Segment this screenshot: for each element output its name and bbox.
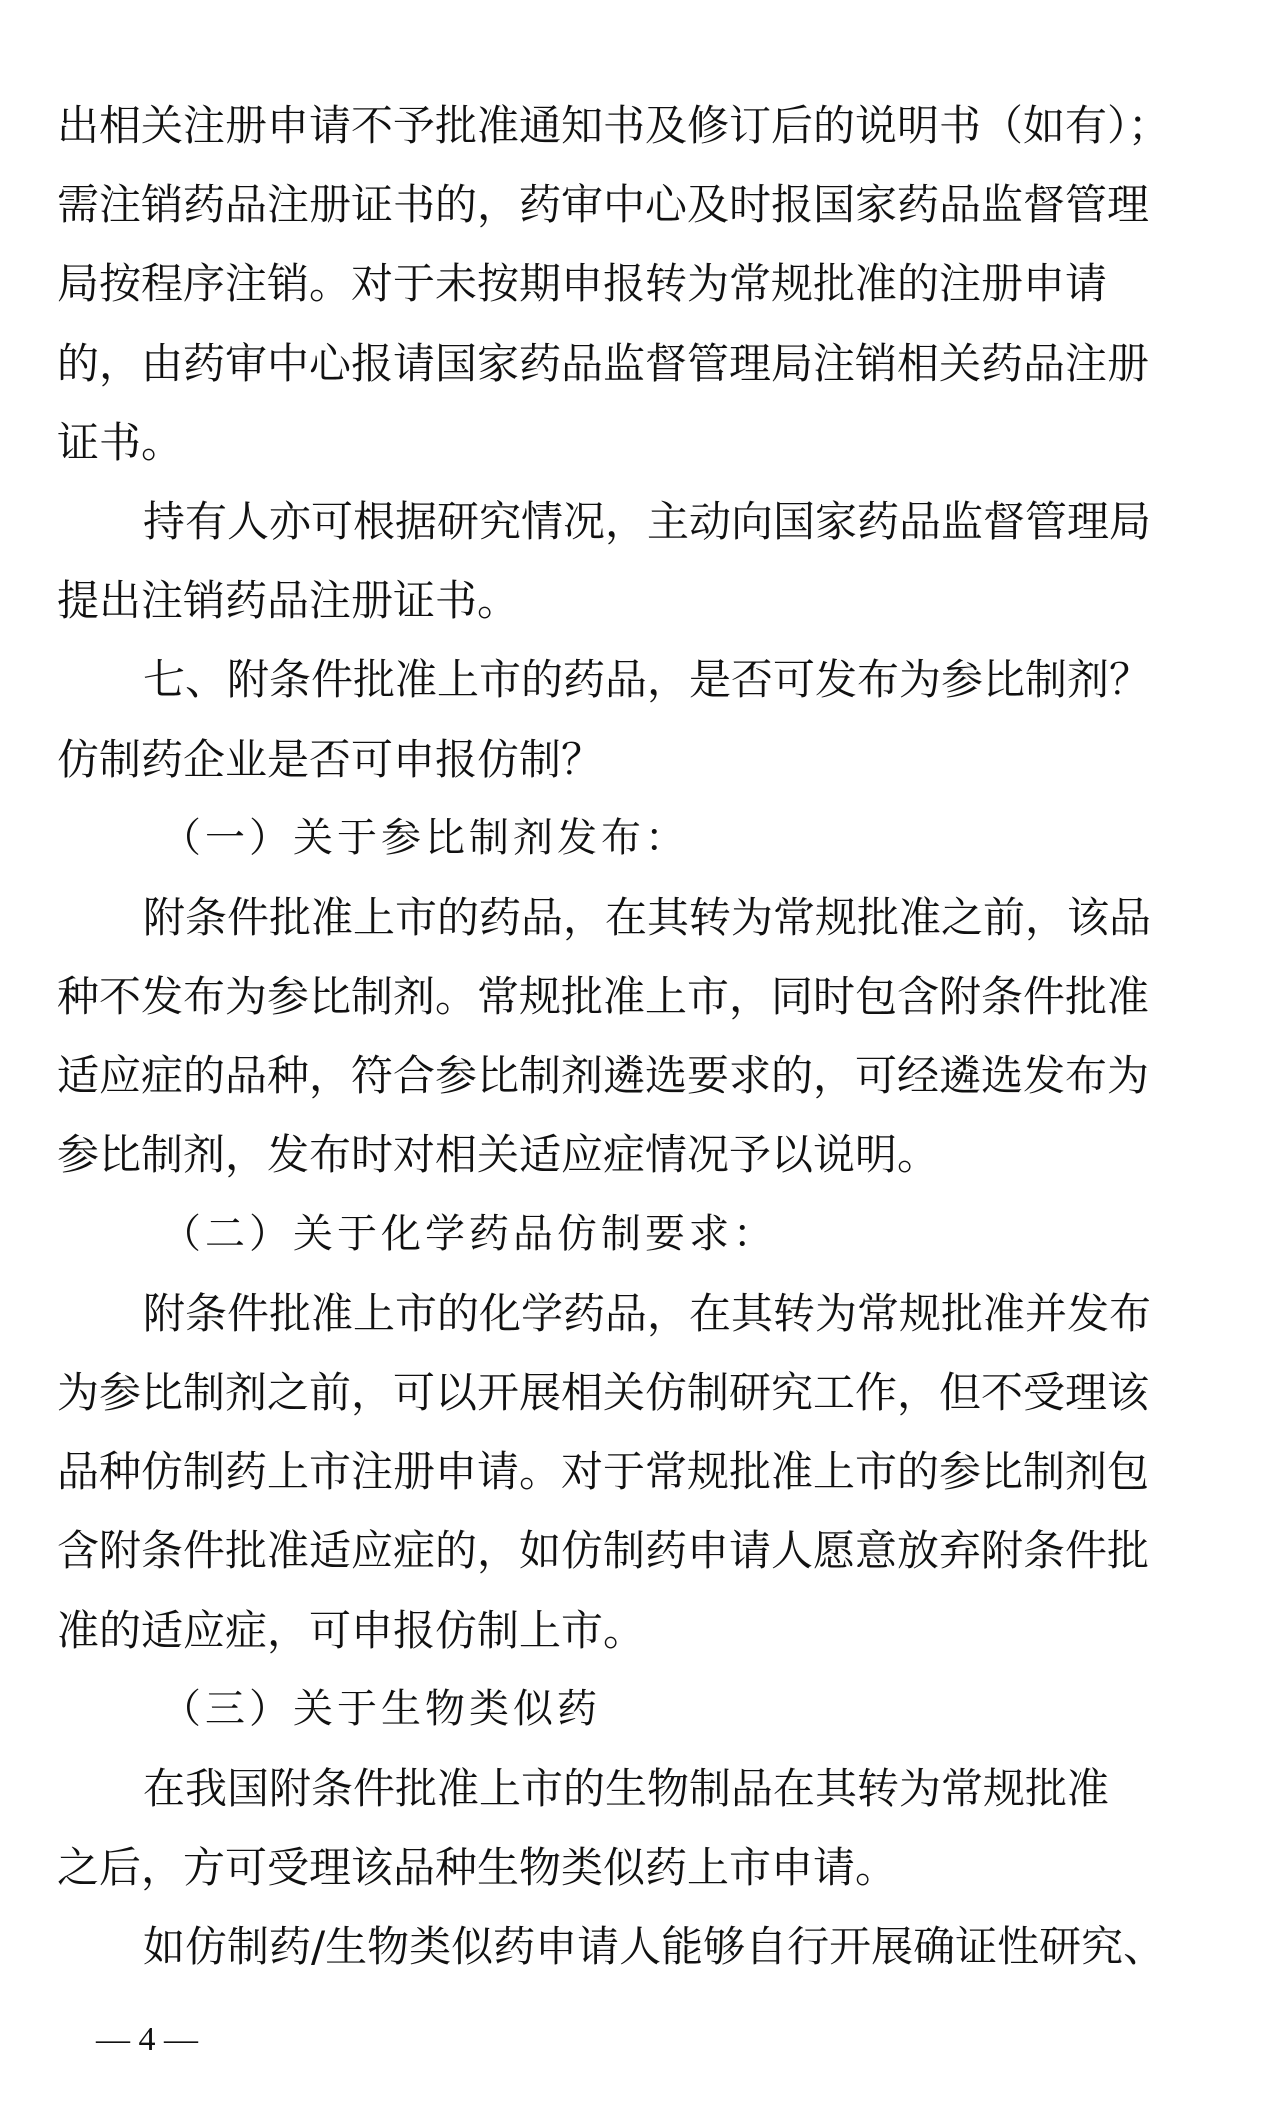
document-body xyxy=(57,86,1211,1987)
text-line: 提出注销药品注册证书。 xyxy=(57,576,520,626)
text-line: 之后，方可受理该品种生物类似药上市申请。 xyxy=(57,1843,898,1893)
paragraph-start-line: 在我国附条件批准上市的生物制品在其转为常规批准 xyxy=(143,1763,1110,1813)
subsection-heading: （二）关于化学药品仿制要求： xyxy=(161,1210,777,1257)
text-line: 品种仿制药上市注册申请。对于常规批准上市的参比制剂包 xyxy=(57,1447,1150,1497)
text-line: 需注销药品注册证书的，药审中心及时报国家药品监督管理 xyxy=(57,180,1150,230)
question-heading-line: 七、附条件批准上市的药品，是否可发布为参比制剂？ xyxy=(143,655,1152,705)
text-line: 的，由药审中心报请国家药品监督管理局注销相关药品注册 xyxy=(57,338,1150,388)
subsection-heading: （一）关于参比制剂发布： xyxy=(161,814,689,861)
text-line: 含附条件批准适应症的，如仿制药申请人愿意放弃附条件批 xyxy=(57,1526,1150,1576)
text-line: 出相关注册申请不予批准通知书及修订后的说明书（如有）； xyxy=(57,101,1171,150)
text-line: 证书。 xyxy=(57,417,184,467)
paragraph-start-line: 附条件批准上市的化学药品，在其转为常规批准并发布 xyxy=(143,1288,1152,1338)
subsection-heading: （三）关于生物类似药 xyxy=(161,1685,601,1732)
text-line: 参比制剂，发布时对相关适应症情况予以说明。 xyxy=(57,1130,940,1180)
paragraph-start-line: 持有人亦可根据研究情况，主动向国家药品监督管理局 xyxy=(143,496,1152,546)
question-heading-line: 仿制药企业是否可申报仿制？ xyxy=(57,734,604,784)
text-line: 为参比制剂之前，可以开展相关仿制研究工作，但不受理该 xyxy=(57,1368,1150,1417)
text-line: 种不发布为参比制剂。常规批准上市，同时包含附条件批准 xyxy=(57,972,1150,1022)
paragraph-start-line: 附条件批准上市的药品，在其转为常规批准之前，该品 xyxy=(143,892,1152,942)
page-number: — 4 — xyxy=(96,2021,198,2058)
text-line: 准的适应症，可申报仿制上市。 xyxy=(57,1605,646,1655)
paragraph-start-line: 如仿制药/生物类似药申请人能够自行开展确证性研究、 xyxy=(143,1922,1166,1972)
text-line: 局按程序注销。对于未按期申报转为常规批准的注册申请 xyxy=(57,259,1108,309)
text-line: 适应症的品种，符合参比制剂遴选要求的，可经遴选发布为 xyxy=(57,1051,1150,1101)
